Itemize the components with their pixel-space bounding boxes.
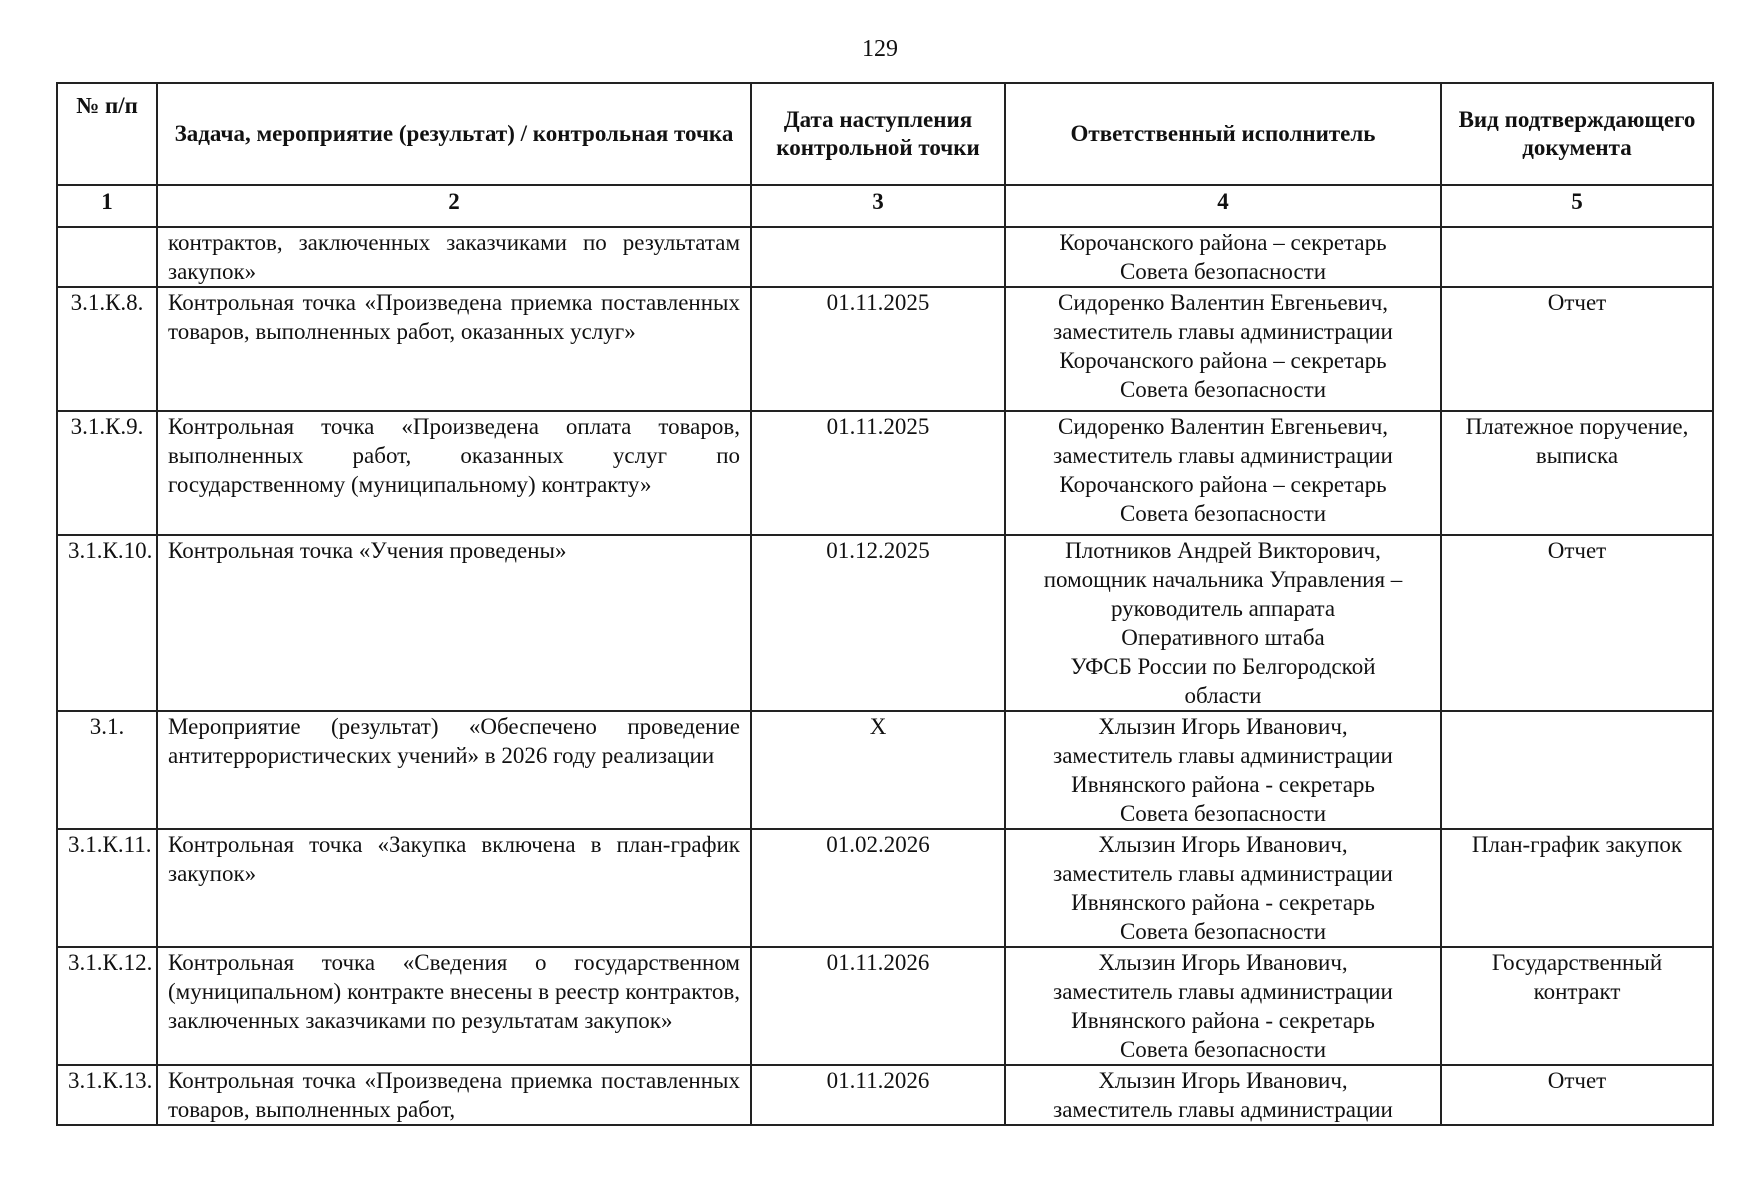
date-cell: X xyxy=(751,711,1005,829)
responsible-line: помощник начальника Управления – xyxy=(1043,567,1403,592)
task-cell: Контрольная точка «Сведения о государственном (муниципальном) контракте внесены в реестр контрактов, заключенных заказчиками по результатам закупок» xyxy=(157,947,751,1065)
row-number-cell: 3.1.К.8. xyxy=(57,287,157,411)
document-type-cell: Отчет xyxy=(1441,1065,1713,1125)
table-row xyxy=(57,411,1713,535)
control-points-table xyxy=(56,82,1714,1126)
responsible-line: Сидоренко Валентин Евгеньевич, xyxy=(1057,290,1389,315)
row-number-cell: 3.1.К.13. xyxy=(57,1065,157,1125)
responsible-line: Плотников Андрей Викторович, xyxy=(1065,538,1381,563)
column-header-task: Задача, мероприятие (результат) / контрольная точка xyxy=(157,83,751,185)
row-number-cell: 3.1.К.9. xyxy=(57,411,157,535)
responsible-line: Совета безопасности xyxy=(1119,259,1327,284)
task-cell: Контрольная точка «Закупка включена в план-график закупок» xyxy=(157,829,751,947)
responsible-cell xyxy=(1005,829,1441,947)
responsible-line: УФСБ России по Белгородской xyxy=(1070,654,1376,679)
column-number: 4 xyxy=(1005,185,1441,227)
responsible-line: Хлызин Игорь Иванович, xyxy=(1098,1068,1348,1093)
column-number: 3 xyxy=(751,185,1005,227)
column-header-responsible: Ответственный исполнитель xyxy=(1005,83,1441,185)
document-type-cell: Государственный контракт xyxy=(1441,947,1713,1065)
responsible-cell xyxy=(1005,535,1441,711)
responsible-line: Ивнянского района - секретарь xyxy=(1071,1008,1375,1033)
task-cell: Контрольная точка «Произведена приемка поставленных товаров, выполненных работ, xyxy=(157,1065,751,1125)
responsible-line: заместитель главы администрации xyxy=(1053,743,1393,768)
responsible-line: Совета безопасности xyxy=(1119,919,1327,944)
responsible-line: Корочанского района – секретарь xyxy=(1059,348,1387,373)
table-header-row xyxy=(57,83,1713,185)
responsible-line: заместитель главы администрации xyxy=(1053,979,1393,1004)
task-cell: Контрольная точка «Произведена приемка поставленных товаров, выполненных работ, оказанных услуг» xyxy=(157,287,751,411)
responsible-line: Совета безопасности xyxy=(1119,377,1327,402)
table-row xyxy=(57,535,1713,711)
table-row xyxy=(57,829,1713,947)
responsible-line: Совета безопасности xyxy=(1119,801,1327,826)
table-row xyxy=(57,711,1713,829)
date-cell: 01.11.2025 xyxy=(751,287,1005,411)
responsible-line: Ивнянского района - секретарь xyxy=(1071,772,1375,797)
row-number-cell: 3.1.К.11. xyxy=(57,829,157,947)
column-number: 1 xyxy=(57,185,157,227)
table-row xyxy=(57,227,1713,287)
document-type-cell: Платежное поручение, выписка xyxy=(1441,411,1713,535)
date-cell xyxy=(751,227,1005,287)
page-number: 129 xyxy=(862,36,898,62)
responsible-line: Хлызин Игорь Иванович, xyxy=(1098,714,1348,739)
responsible-line: руководитель аппарата xyxy=(1110,596,1336,621)
date-cell: 01.11.2025 xyxy=(751,411,1005,535)
task-cell: Контрольная точка «Учения проведены» xyxy=(157,535,751,711)
responsible-line: Ивнянского района - секретарь xyxy=(1071,890,1375,915)
date-cell: 01.11.2026 xyxy=(751,1065,1005,1125)
responsible-line: Хлызин Игорь Иванович, xyxy=(1098,832,1348,857)
responsible-line: Совета безопасности xyxy=(1119,501,1327,526)
responsible-cell xyxy=(1005,947,1441,1065)
document-type-cell xyxy=(1441,711,1713,829)
document-type-cell xyxy=(1441,227,1713,287)
responsible-cell xyxy=(1005,711,1441,829)
column-header-date: Дата наступления контрольной точки xyxy=(751,83,1005,185)
responsible-cell xyxy=(1005,287,1441,411)
row-number-cell xyxy=(57,227,157,287)
table-body xyxy=(57,227,1713,1125)
table-row xyxy=(57,1065,1713,1125)
document-type-cell: Отчет xyxy=(1441,287,1713,411)
document-type-cell: План-график закупок xyxy=(1441,829,1713,947)
date-cell: 01.12.2025 xyxy=(751,535,1005,711)
responsible-cell xyxy=(1005,1065,1441,1125)
column-number: 5 xyxy=(1441,185,1713,227)
responsible-line: заместитель главы администрации xyxy=(1053,443,1393,468)
column-header-number: № п/п xyxy=(57,83,157,185)
row-number-cell: 3.1.К.12. xyxy=(57,947,157,1065)
row-number-cell: 3.1. xyxy=(57,711,157,829)
responsible-line: области xyxy=(1184,683,1262,708)
date-cell: 01.11.2026 xyxy=(751,947,1005,1065)
responsible-line: Хлызин Игорь Иванович, xyxy=(1098,950,1348,975)
task-cell: Контрольная точка «Произведена оплата товаров, выполненных работ, оказанных услуг по государственному (муниципальному) контракту» xyxy=(157,411,751,535)
responsible-line: заместитель главы администрации xyxy=(1053,1097,1393,1122)
column-number: 2 xyxy=(157,185,751,227)
date-cell: 01.02.2026 xyxy=(751,829,1005,947)
task-cell: контрактов, заключенных заказчиками по результатам закупок» xyxy=(157,227,751,287)
responsible-line: Совета безопасности xyxy=(1119,1037,1327,1062)
responsible-line: Сидоренко Валентин Евгеньевич, xyxy=(1057,414,1389,439)
responsible-cell xyxy=(1005,227,1441,287)
column-number-row xyxy=(57,185,1713,227)
task-cell: Мероприятие (результат) «Обеспечено проведение антитеррористических учений» в 2026 году реализации xyxy=(157,711,751,829)
row-number-cell: 3.1.К.10. xyxy=(57,535,157,711)
responsible-line: Оперативного штаба xyxy=(1121,625,1325,650)
table-row xyxy=(57,287,1713,411)
responsible-line: Корочанского района – секретарь xyxy=(1059,230,1387,255)
column-header-document-type: Вид подтверждающего документа xyxy=(1441,83,1713,185)
responsible-line: заместитель главы администрации xyxy=(1053,861,1393,886)
responsible-cell xyxy=(1005,411,1441,535)
table-row xyxy=(57,947,1713,1065)
document-type-cell: Отчет xyxy=(1441,535,1713,711)
responsible-line: Корочанского района – секретарь xyxy=(1059,472,1387,497)
responsible-line: заместитель главы администрации xyxy=(1053,319,1393,344)
